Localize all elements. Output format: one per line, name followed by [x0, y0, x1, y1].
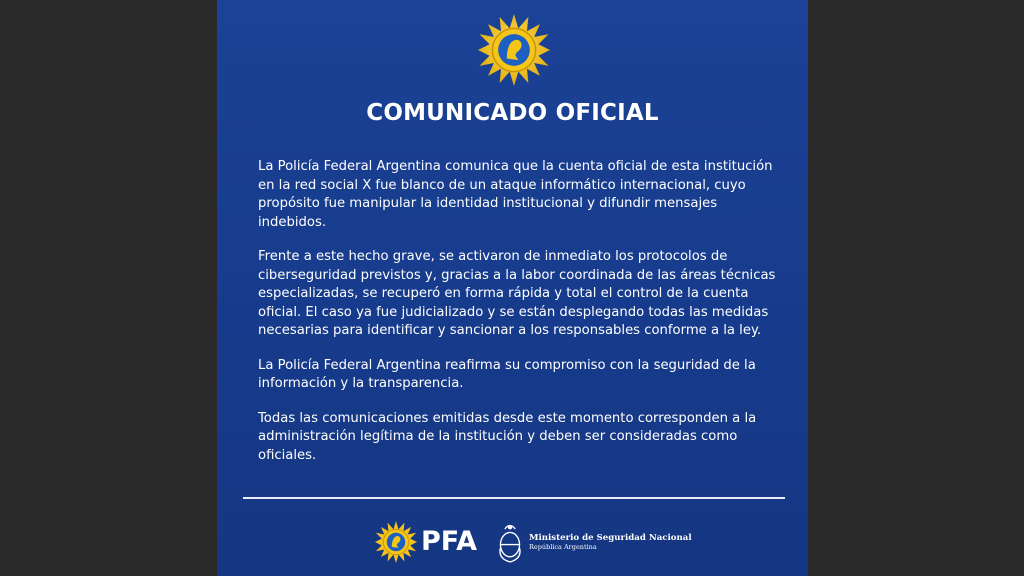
ministry-name: Ministerio de Seguridad Nacional	[529, 533, 692, 543]
announcement-card	[217, 0, 808, 576]
argentina-coat-of-arms-icon	[497, 520, 523, 564]
paragraph: Frente a este hecho grave, se activaron de inmediato los protocolos de ciberseguridad previstos y, gracias a la labor coordinada de las áreas técnicas especializadas, se recuperó en forma rápida y total el control de la cuenta oficial. El caso ya fue judicializado y se están desplegando todas las medidas necesarias para identificar y sancionar a los responsables conforme a la ley.	[258, 249, 776, 338]
police-star-emblem-icon	[375, 521, 417, 563]
footer	[217, 512, 808, 572]
paragraph: La Policía Federal Argentina reafirma su compromiso con la seguridad de la información y la transparencia.	[258, 357, 756, 391]
ministry-label	[529, 533, 692, 552]
police-star-emblem-icon	[478, 14, 550, 86]
announcement-body	[258, 158, 780, 481]
ministry-country: República Argentina	[529, 543, 597, 551]
divider	[243, 497, 785, 499]
page-title: COMUNICADO OFICIAL	[366, 100, 659, 126]
brand-text: PFA	[421, 526, 478, 557]
paragraph: Todas las comunicaciones emitidas desde este momento corresponden a la administración legítima de la institución y deben ser consideradas como oficiales.	[258, 410, 757, 463]
paragraph: La Policía Federal Argentina comunica que la cuenta oficial de esta institución en la red social X fue blanco de un ataque informático internacional, cuyo propósito fue manipular la identidad institucional y difundir mensajes indebidos.	[258, 159, 773, 230]
